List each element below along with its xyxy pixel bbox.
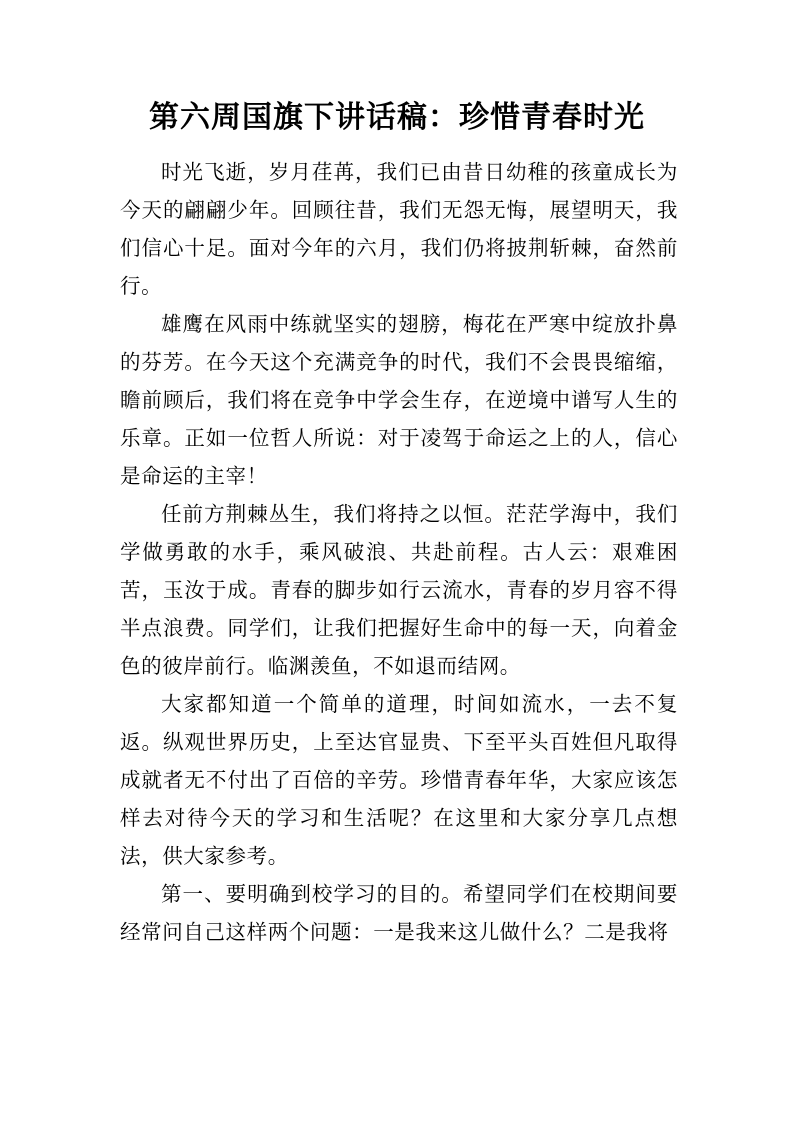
document-title: 第六周国旗下讲话稿：珍惜青春时光 xyxy=(149,100,645,135)
document-body xyxy=(120,153,678,951)
paragraph-4: 大家都知道一个简单的道理，时间如流水，一去不复返。纵观世界历史，上至达官显贵、下至平头百姓但凡取得成就者无不付出了百倍的辛劳。珍惜青春年华，大家应该怎样去对待今天的学习和生活呢？在这里和大家分享几点想法，供大家参考。 xyxy=(120,692,678,868)
paragraph-3: 任前方荆棘丛生，我们将持之以恒。茫茫学海中，我们学做勇敢的水手，乘风破浪、共赴前程。古人云：艰难困苦，玉汝于成。青春的脚步如行云流水，青春的岁月容不得半点浪费。同学们，让我们把握好生命中的每一天，向着金色的彼岸前行。临渊羡鱼，不如退而结网。 xyxy=(120,502,678,678)
paragraph-2: 雄鹰在风雨中练就坚实的翅膀，梅花在严寒中绽放扑鼻的芬芳。在今天这个充满竞争的时代，我们不会畏畏缩缩，瞻前顾后，我们将在竞争中学会生存，在逆境中谱写人生的乐章。正如一位哲人所说：对于凌驾于命运之上的人，信心是命运的主宰！ xyxy=(120,312,678,488)
paragraph-5: 第一、要明确到校学习的目的。希望同学们在校期间要经常问自己这样两个问题：一是我来这儿做什么？二是我将 xyxy=(120,882,678,944)
paragraph-1: 时光飞逝，岁月荏苒，我们已由昔日幼稚的孩童成长为今天的翩翩少年。回顾往昔，我们无怨无悔，展望明天，我们信心十足。面对今年的六月，我们仍将披荆斩棘，奋然前行。 xyxy=(120,160,678,298)
